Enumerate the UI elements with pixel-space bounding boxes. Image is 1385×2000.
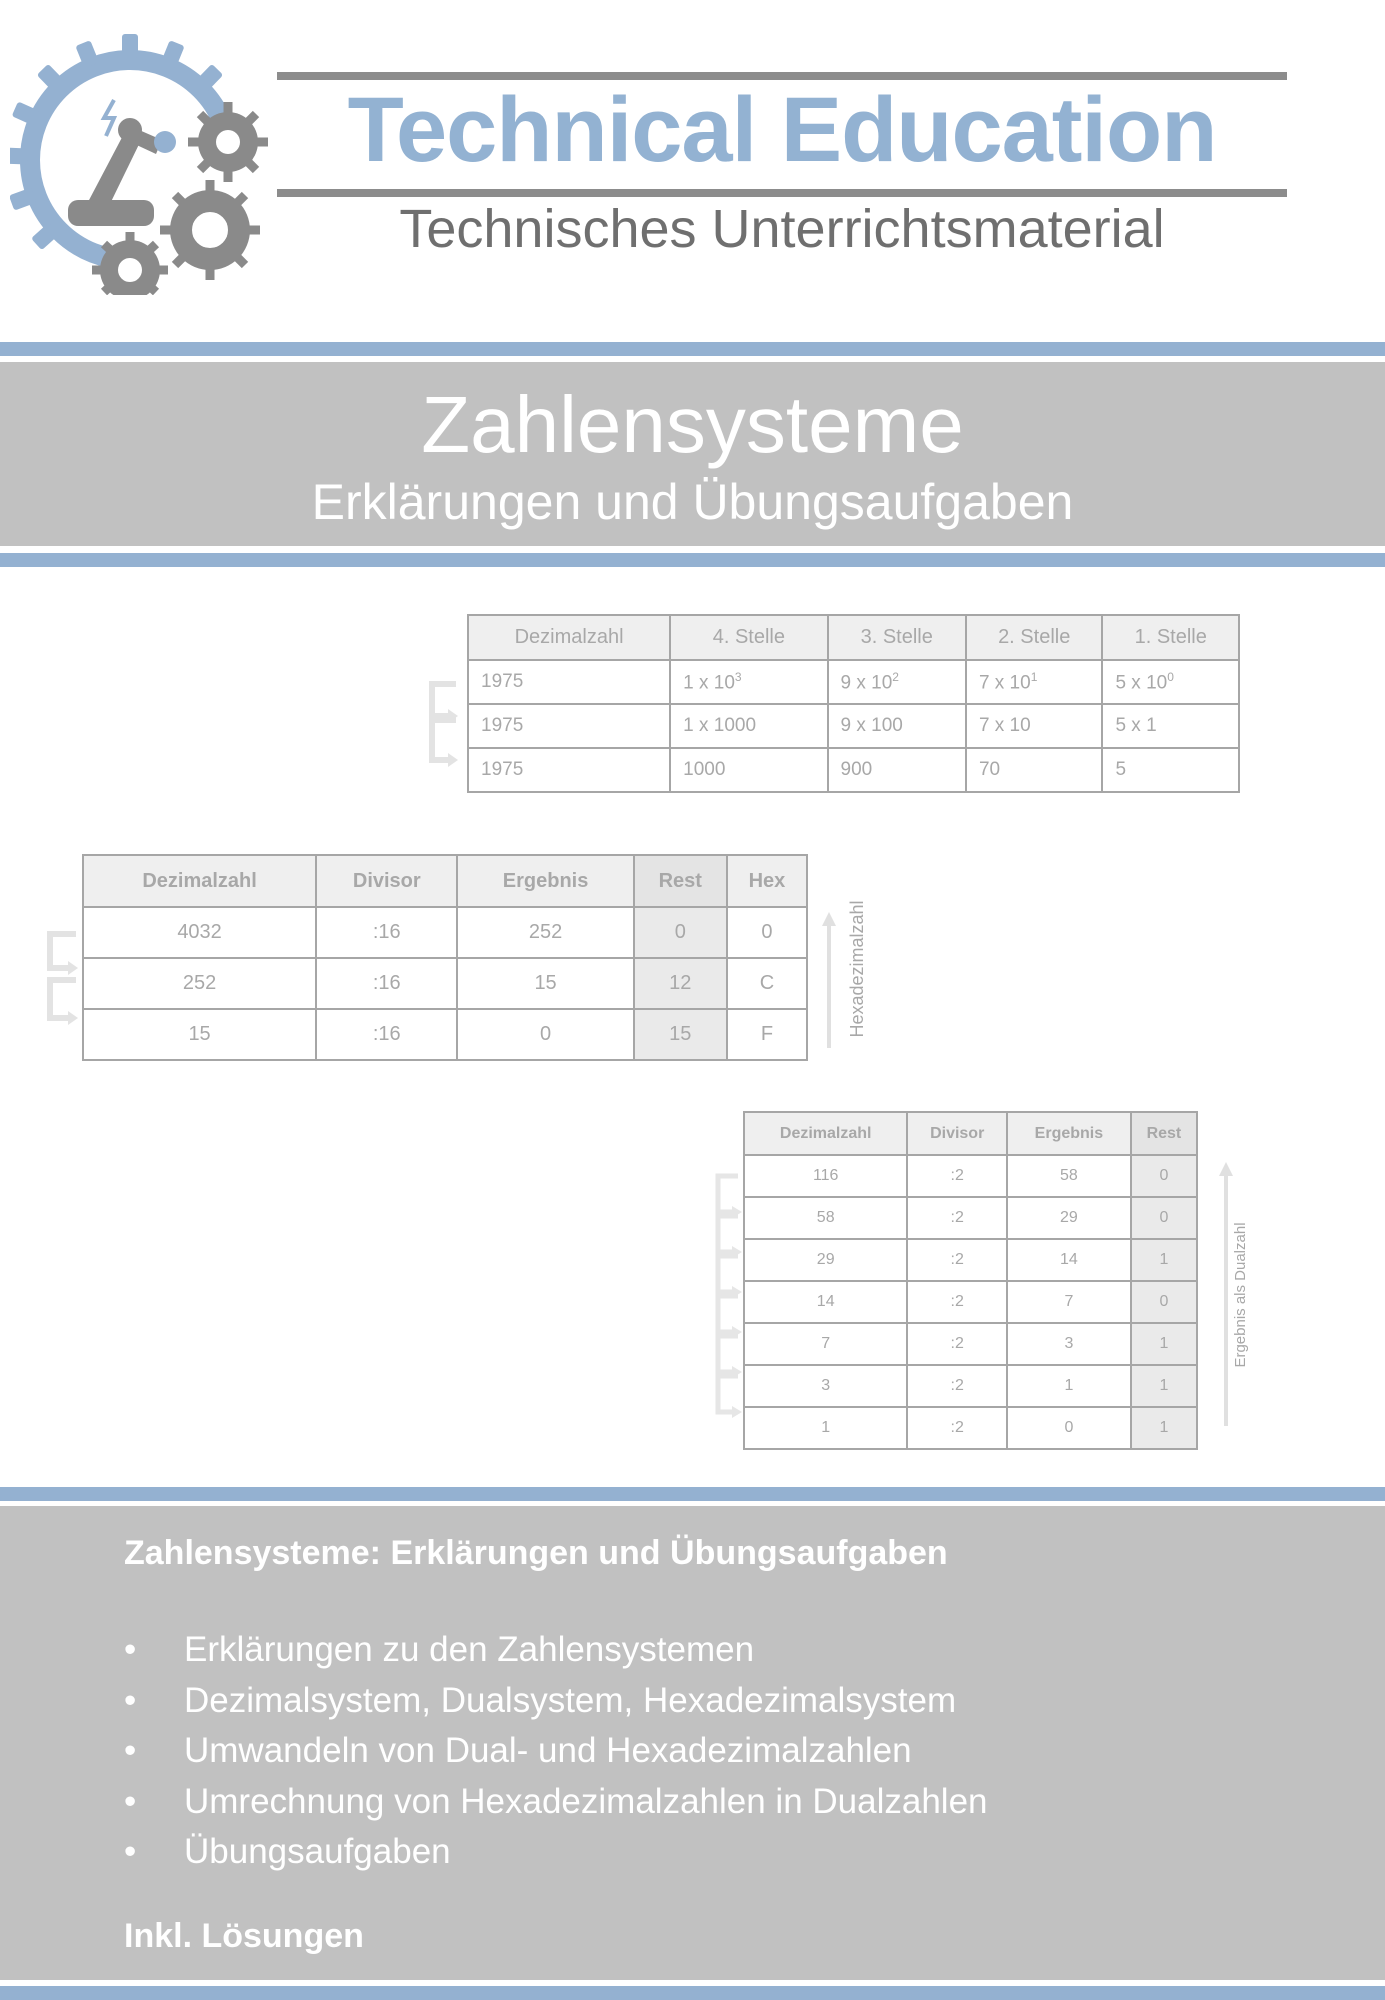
cell-base: 1 x 1000: [683, 715, 757, 736]
table-row: [744, 1365, 1197, 1407]
column-header: Rest: [1131, 1112, 1197, 1155]
cell-exponent: 0: [1167, 669, 1174, 684]
table-cell: [966, 748, 1103, 792]
cell-base: 7 x 10: [978, 672, 1031, 694]
table-cell: [468, 748, 670, 792]
table-cell: 3: [744, 1365, 907, 1407]
table-row: [744, 1155, 1197, 1197]
table-cell: 58: [744, 1197, 907, 1239]
table-cell: 1: [1007, 1365, 1131, 1407]
table-row: [468, 704, 1239, 748]
table-cell: 1: [1131, 1407, 1197, 1449]
table-cell: :16: [316, 1009, 457, 1060]
table-cell: 0: [457, 1009, 633, 1060]
cell-base: 1000: [683, 759, 726, 780]
table-cell: [468, 704, 670, 748]
table-row: [744, 1407, 1197, 1449]
dual-conversion-table: [743, 1111, 1198, 1450]
column-header: 3. Stelle: [828, 615, 966, 660]
list-item: [124, 1676, 988, 1727]
cell-base: 7 x 10: [978, 715, 1031, 736]
table-cell: 1: [1131, 1239, 1197, 1281]
info-heading: Zahlensysteme: Erklärungen und Übungsaufgaben: [124, 1534, 948, 1572]
column-header: Divisor: [907, 1112, 1007, 1155]
table-cell: 116: [744, 1155, 907, 1197]
table-cell: :16: [316, 907, 457, 958]
column-header: Dezimalzahl: [83, 855, 316, 907]
cell-base: 5: [1115, 759, 1127, 780]
table-cell: 15: [457, 958, 633, 1009]
decimal-place-table: [467, 614, 1240, 793]
list-item-label: Dezimalsystem, Dualsystem, Hexadezimalsystem: [184, 1680, 957, 1720]
cell-base: 9 x 10: [840, 672, 893, 694]
table-cell: 7: [1007, 1281, 1131, 1323]
table-cell: [670, 748, 827, 792]
table-cell: [828, 660, 966, 704]
column-header: Ergebnis: [1007, 1112, 1131, 1155]
table-row: [83, 1009, 807, 1060]
table-cell: 15: [83, 1009, 316, 1060]
cell-base: 9 x 100: [840, 715, 903, 736]
bullet-icon: •: [124, 1781, 137, 1821]
solutions-note: Inkl. Lösungen: [124, 1917, 364, 1955]
table-cell: [966, 704, 1103, 748]
table-cell: 29: [1007, 1197, 1131, 1239]
table-cell: 0: [727, 907, 807, 958]
brand-title: Technical Education: [347, 79, 1217, 181]
bullet-icon: •: [124, 1630, 137, 1669]
table-row: [83, 907, 807, 958]
table-cell: [1102, 704, 1239, 748]
table-cell: 29: [744, 1239, 907, 1281]
list-item-label: Umwandeln von Dual- und Hexadezimalzahlen: [184, 1731, 912, 1770]
table-cell: 14: [1007, 1239, 1131, 1281]
gear-robot-logo-icon: [10, 30, 275, 295]
table-cell: 7: [744, 1323, 907, 1365]
table-cell: :2: [907, 1239, 1007, 1281]
column-header: Ergebnis: [457, 855, 633, 907]
table-row: [744, 1323, 1197, 1365]
list-item: [124, 1777, 988, 1828]
column-header: 2. Stelle: [966, 615, 1103, 660]
table-cell: 0: [1007, 1407, 1131, 1449]
table-cell: [966, 660, 1103, 704]
column-header: 4. Stelle: [670, 615, 827, 660]
table-cell: :2: [907, 1155, 1007, 1197]
list-item-label: Umrechnung von Hexadezimalzahlen in Dualzahlen: [184, 1781, 988, 1821]
list-item-label: Erklärungen zu den Zahlensystemen: [184, 1630, 755, 1669]
cell-base: 1975: [481, 671, 524, 692]
cell-exponent: 1: [1030, 669, 1038, 684]
cell-base: 5 x 10: [1115, 672, 1168, 694]
table-cell: 252: [83, 958, 316, 1009]
table-cell: [828, 748, 966, 792]
page-title: Zahlensysteme: [421, 380, 964, 469]
hero-top-stripe: [0, 342, 1385, 356]
table-cell: [828, 704, 966, 748]
brand-subtitle: Technisches Unterrichtsmaterial: [399, 199, 1165, 259]
table-cell: :2: [907, 1407, 1007, 1449]
list-item: [124, 1625, 988, 1676]
table-cell: :16: [316, 958, 457, 1009]
column-header: Dezimalzahl: [468, 615, 670, 660]
table-cell: [670, 704, 827, 748]
table-cell: 0: [634, 907, 727, 958]
table-cell: 15: [634, 1009, 727, 1060]
info-top-stripe: [0, 1487, 1385, 1501]
cell-base: 1975: [481, 715, 524, 736]
table-cell: :2: [907, 1197, 1007, 1239]
table-row: [83, 958, 807, 1009]
table-cell: 4032: [83, 907, 316, 958]
table-cell: 0: [1131, 1197, 1197, 1239]
table-cell: 0: [1131, 1155, 1197, 1197]
table-cell: 12: [634, 958, 727, 1009]
table-cell: 14: [744, 1281, 907, 1323]
column-header: 1. Stelle: [1102, 615, 1239, 660]
cell-base: 1 x 10: [683, 672, 735, 694]
row-flow-arrows-icon: [44, 926, 82, 1030]
table-row: [744, 1197, 1197, 1239]
table-cell: 3: [1007, 1323, 1131, 1365]
table-cell: F: [727, 1009, 807, 1060]
table-cell: [670, 660, 827, 704]
table-cell: C: [727, 958, 807, 1009]
table-cell: :2: [907, 1281, 1007, 1323]
table-row: [744, 1281, 1197, 1323]
cell-exponent: 2: [892, 669, 899, 684]
list-item-label: Übungsaufgaben: [184, 1832, 451, 1871]
column-header: Hex: [727, 855, 807, 907]
list-item: [124, 1726, 988, 1777]
table-cell: 1: [1131, 1365, 1197, 1407]
up-arrow-icon: [822, 912, 836, 1050]
column-header: Rest: [634, 855, 727, 907]
info-bottom-stripe: [0, 1986, 1385, 2000]
table-cell: 58: [1007, 1155, 1131, 1197]
hex-result-label: Hexadezimalzahl: [847, 900, 867, 1038]
cell-exponent: 3: [734, 669, 742, 684]
table-cell: :2: [907, 1365, 1007, 1407]
hex-conversion-table: [82, 854, 808, 1061]
row-flow-arrows-icon: [712, 1172, 744, 1422]
bullet-icon: •: [124, 1680, 137, 1720]
table-row: [744, 1239, 1197, 1281]
dual-result-label: Ergebnis als Dualzahl: [1232, 1222, 1249, 1368]
cell-base: 70: [978, 759, 1001, 780]
cell-base: 1975: [481, 759, 524, 780]
table-cell: 1: [1131, 1323, 1197, 1365]
row-flow-arrows-icon: [426, 676, 462, 772]
column-header: Dezimalzahl: [744, 1112, 907, 1155]
table-cell: 252: [457, 907, 633, 958]
brand-bottom-rule: [277, 189, 1287, 197]
column-header: Divisor: [316, 855, 457, 907]
page-subtitle: Erklärungen und Übungsaufgaben: [311, 474, 1074, 530]
table-cell: [1102, 748, 1239, 792]
table-cell: :2: [907, 1323, 1007, 1365]
table-cell: [1102, 660, 1239, 704]
list-item: [124, 1827, 988, 1878]
cell-base: 5 x 1: [1115, 715, 1157, 736]
feature-list: [124, 1625, 988, 1878]
table-row: [468, 660, 1239, 704]
cell-base: 900: [840, 759, 873, 780]
table-cell: 1: [744, 1407, 907, 1449]
table-cell: [468, 660, 670, 704]
table-row: [468, 748, 1239, 792]
table-cell: 0: [1131, 1281, 1197, 1323]
hero-bottom-stripe: [0, 553, 1385, 567]
bullet-icon: •: [124, 1832, 137, 1871]
bullet-icon: •: [124, 1731, 137, 1770]
